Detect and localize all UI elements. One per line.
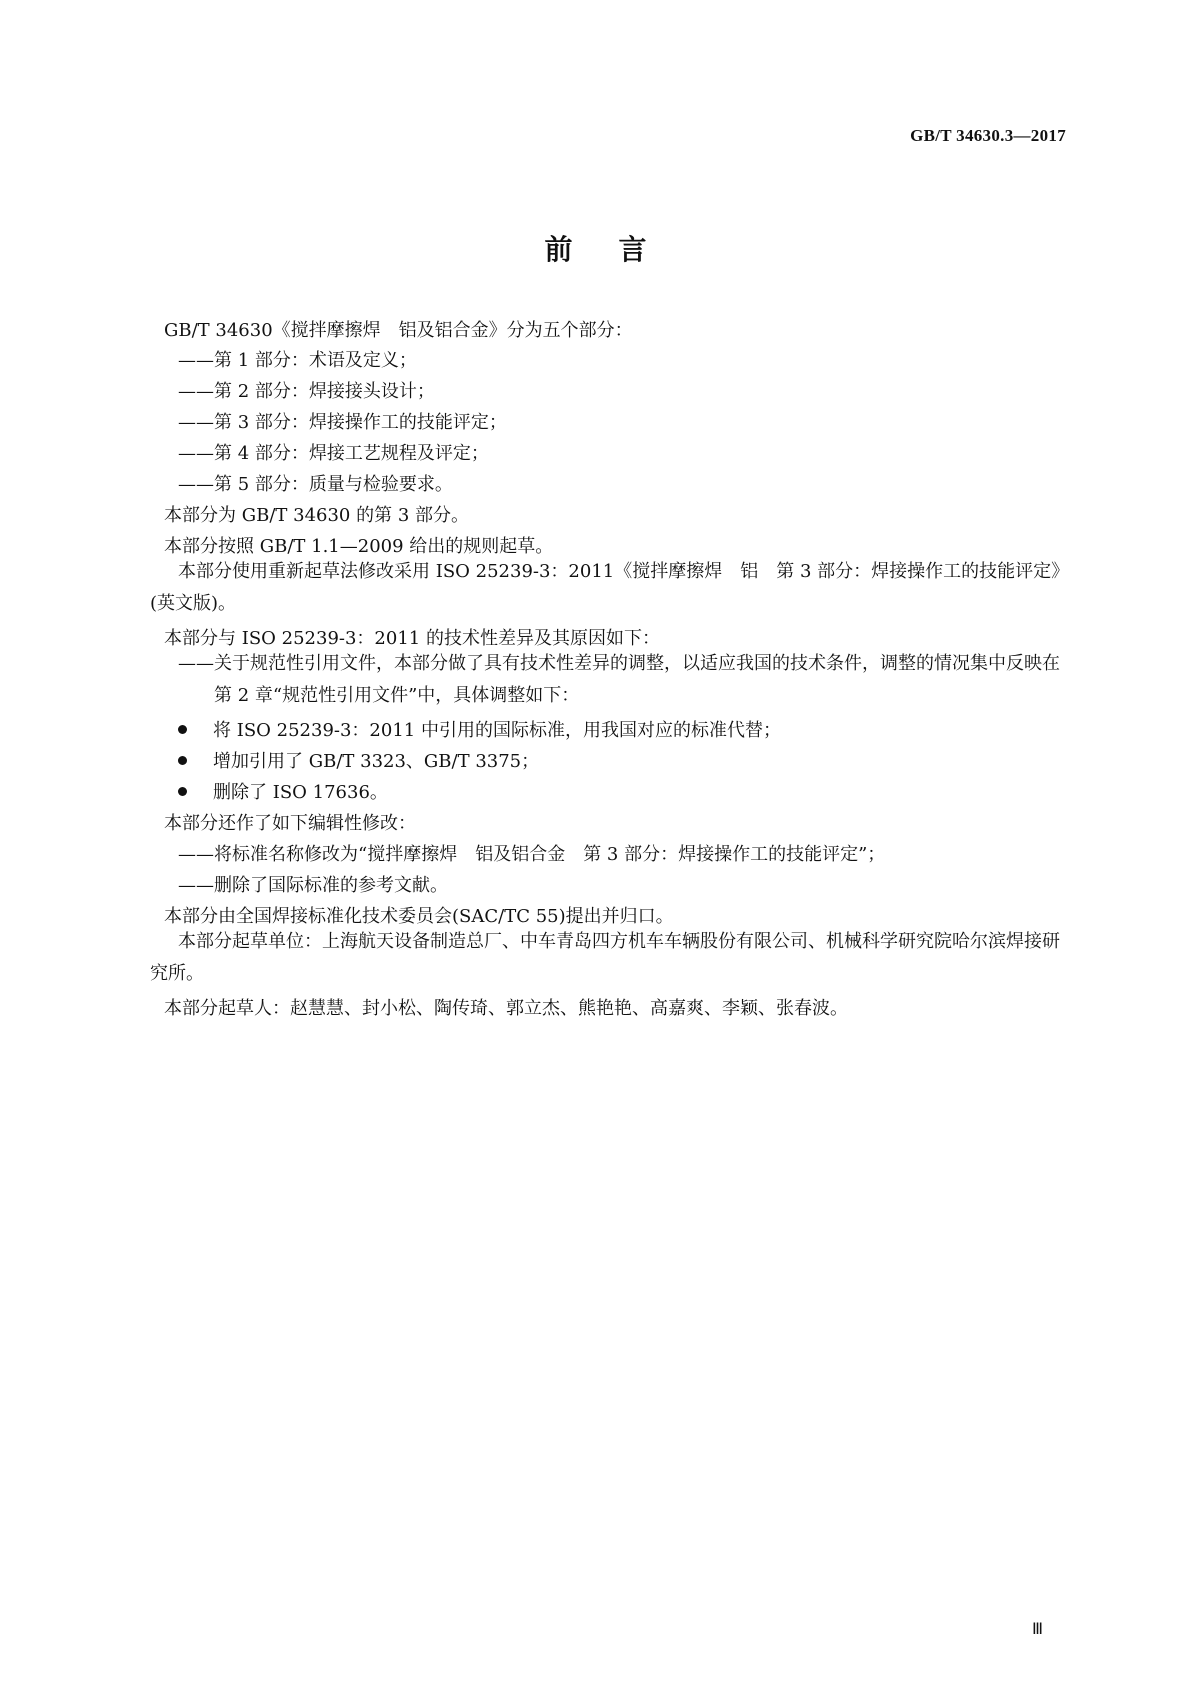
drafters-paragraph: 本部分起草人：赵慧慧、封小松、陶传琦、郭立杰、熊艳艳、高嘉爽、李颖、张春波。	[164, 998, 848, 1019]
part-item: ——第 2 部分：焊接接头设计；	[178, 381, 435, 402]
part-item: ——第 3 部分：焊接操作工的技能评定；	[178, 412, 507, 433]
part-item: ——第 5 部分：质量与检验要求。	[178, 474, 453, 495]
bullet-text: 删除了 ISO 17636。	[213, 782, 388, 803]
adoption-paragraph: 本部分使用重新起草法修改采用 ISO 25239-3：2011《搅拌摩擦焊 铝 第 3 部分：焊接操作工的技能评定》(英文版)。	[150, 561, 1061, 614]
bullet-item	[178, 716, 781, 742]
part-of-paragraph: 本部分为 GB/T 34630 的第 3 部分。	[164, 505, 469, 526]
bullet-text: 将 ISO 25239-3：2011 中引用的国际标准，用我国对应的标准代替；	[213, 720, 781, 741]
bullet-dot-icon	[178, 756, 187, 765]
bullet-dot-icon	[178, 787, 187, 796]
bullet-item	[178, 747, 539, 773]
page-number: Ⅲ	[1032, 1621, 1044, 1638]
bullet-dot-icon	[178, 725, 187, 734]
page-title: 前言	[544, 233, 693, 266]
difference-intro: 本部分与 ISO 25239-3：2011 的技术性差异及其原因如下：	[164, 628, 660, 649]
part-item: ——第 1 部分：术语及定义；	[178, 350, 417, 371]
drafting-rules-paragraph: 本部分按照 GB/T 1.1—2009 给出的规则起草。	[164, 536, 554, 557]
drafting-units-paragraph: 本部分起草单位：上海航天设备制造总厂、中车青岛四方机车车辆股份有限公司、机械科学研究院哈尔滨焊接研究所。	[150, 931, 1060, 984]
standard-code: GB/T 34630.3—2017	[910, 126, 1066, 145]
editorial-item: ——删除了国际标准的参考文献。	[178, 875, 448, 896]
part-item: ——第 4 部分：焊接工艺规程及评定；	[178, 443, 489, 464]
bullet-text: 增加引用了 GB/T 3323、GB/T 3375；	[213, 751, 540, 772]
intro-line: GB/T 34630《搅拌摩擦焊 铝及铝合金》分为五个部分：	[164, 320, 633, 341]
bullet-item	[178, 778, 388, 804]
proposed-by-paragraph: 本部分由全国焊接标准化技术委员会(SAC/TC 55)提出并归口。	[164, 906, 674, 927]
difference-item: ——关于规范性引用文件，本部分做了具有技术性差异的调整，以适应我国的技术条件，调整的情况集中反映在第 2 章“规范性引用文件”中，具体调整如下：	[178, 653, 1060, 706]
editorial-intro: 本部分还作了如下编辑性修改：	[164, 813, 416, 834]
editorial-item: ——将标准名称修改为“搅拌摩擦焊 铝及铝合金 第 3 部分：焊接操作工的技能评定”；	[178, 844, 886, 865]
